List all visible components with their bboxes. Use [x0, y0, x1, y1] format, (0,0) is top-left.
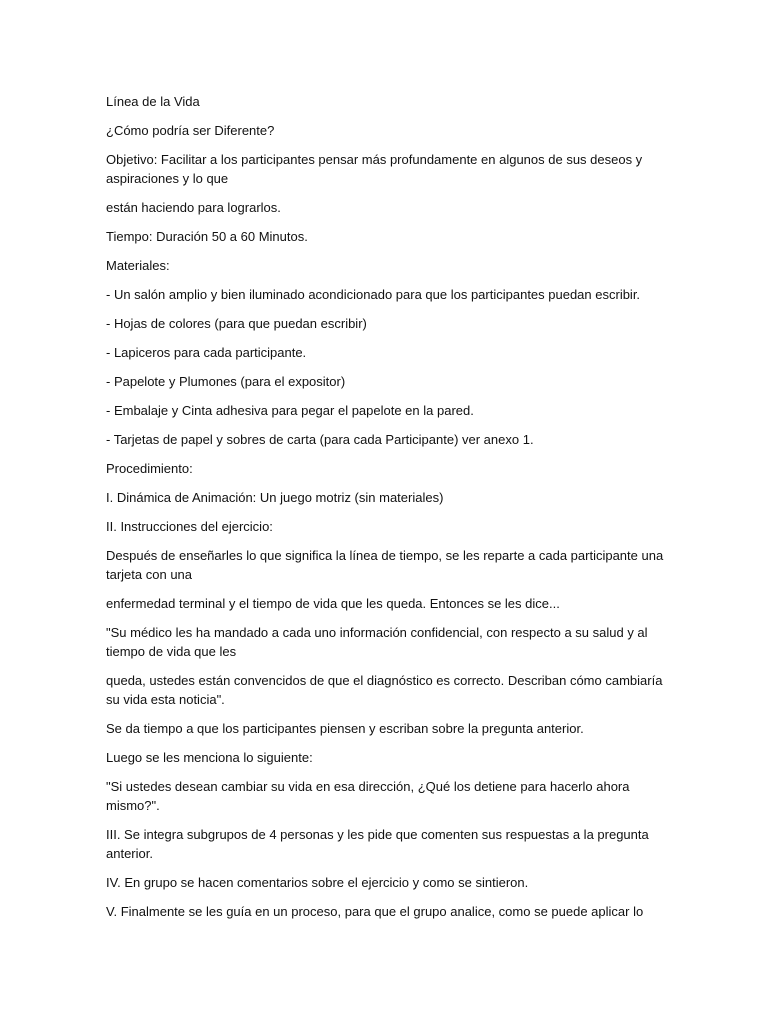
body-paragraph: Se da tiempo a que los participantes piensen y escriban sobre la pregunta anterior.	[106, 721, 584, 736]
procedure-step: III. Se integra subgrupos de 4 personas y les pide que comenten sus respuestas a la pregunta anterior.	[106, 827, 649, 861]
procedure-step: V. Finalmente se les guía en un proceso, para que el grupo analice, como se puede aplicar lo	[106, 904, 644, 919]
quote-paragraph: queda, ustedes están convencidos de que el diagnóstico es correcto. Describan cómo cambiaría su vida esta noticia".	[106, 673, 663, 707]
document-title: Línea de la Vida	[106, 94, 200, 109]
procedure-heading: Procedimiento:	[106, 461, 193, 476]
time-paragraph: Tiempo: Duración 50 a 60 Minutos.	[106, 229, 308, 244]
materials-item: - Tarjetas de papel y sobres de carta (para cada Participante) ver anexo 1.	[106, 432, 534, 447]
objective-paragraph: Objetivo: Facilitar a los participantes pensar más profundamente en algunos de sus deseos y aspiraciones y lo que	[106, 152, 643, 186]
quote-paragraph: "Su médico les ha mandado a cada uno información confidencial, con respecto a su salud y al tiempo de vida que les	[106, 625, 648, 659]
body-paragraph: Luego se les menciona lo siguiente:	[106, 750, 313, 765]
materials-item: - Hojas de colores (para que puedan escribir)	[106, 316, 367, 331]
materials-heading: Materiales:	[106, 258, 170, 273]
procedure-step: II. Instrucciones del ejercicio:	[106, 519, 273, 534]
materials-item: - Un salón amplio y bien iluminado acondicionado para que los participantes puedan escribir.	[106, 287, 641, 302]
quote-paragraph: "Si ustedes desean cambiar su vida en esa dirección, ¿Qué los detiene para hacerlo ahora mismo?".	[106, 779, 630, 813]
document-body	[106, 92, 666, 931]
body-paragraph: enfermedad terminal y el tiempo de vida que les queda. Entonces se les dice...	[106, 596, 560, 611]
body-paragraph: Después de enseñarles lo que significa la línea de tiempo, se les reparte a cada participante una tarjeta con una	[106, 548, 664, 582]
procedure-step: I. Dinámica de Animación: Un juego motriz (sin materiales)	[106, 490, 444, 505]
procedure-step: IV. En grupo se hacen comentarios sobre el ejercicio y como se sintieron.	[106, 875, 529, 890]
document-subtitle: ¿Cómo podría ser Diferente?	[106, 123, 275, 138]
materials-item: - Lapiceros para cada participante.	[106, 345, 307, 360]
objective-continuation: están haciendo para lograrlos.	[106, 200, 281, 215]
materials-item: - Embalaje y Cinta adhesiva para pegar el papelote en la pared.	[106, 403, 474, 418]
materials-item: - Papelote y Plumones (para el expositor)	[106, 374, 346, 389]
